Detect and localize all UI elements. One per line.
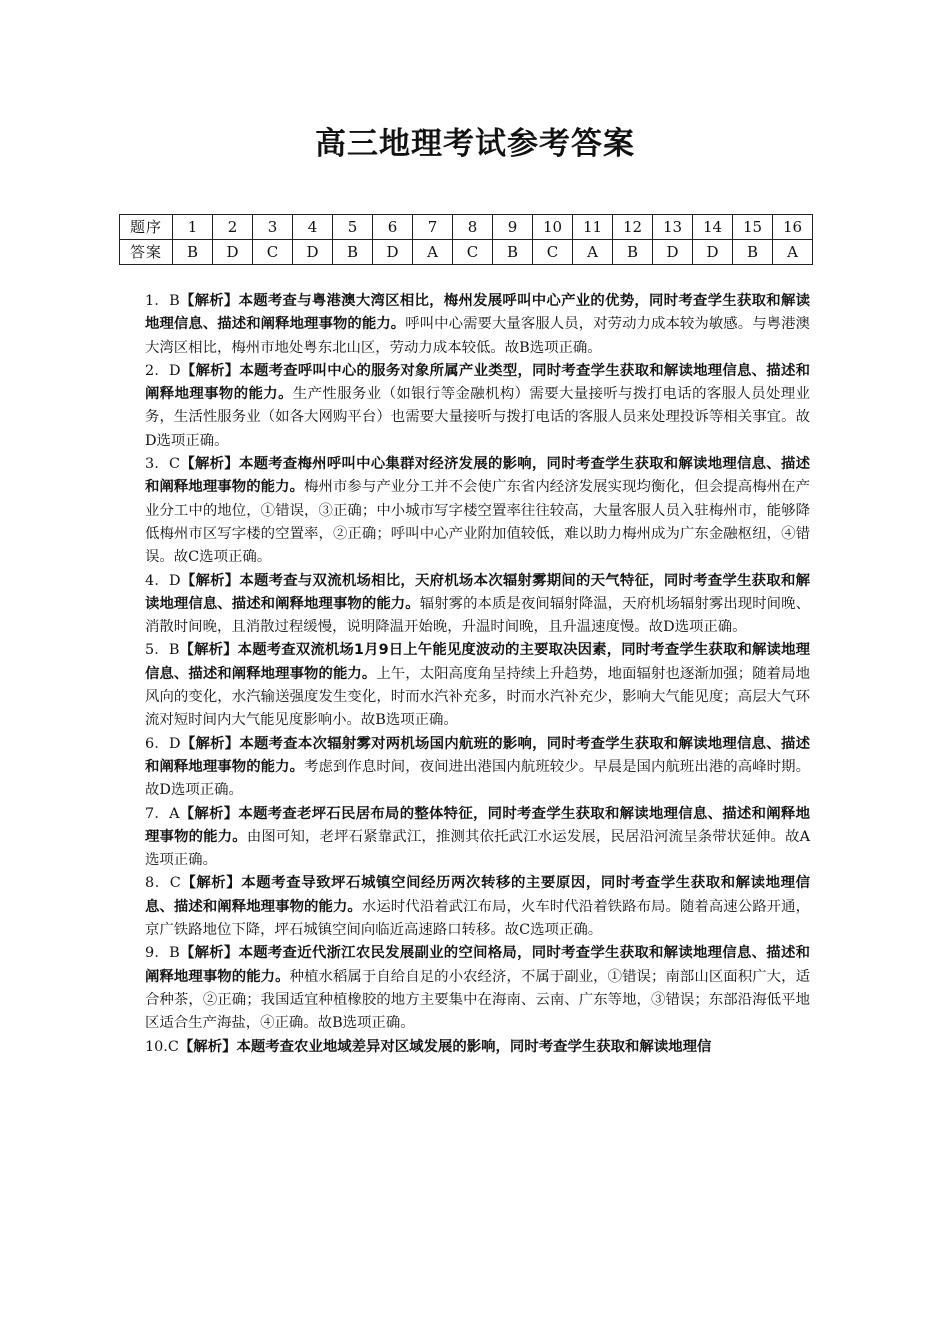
question-number: 5 (333, 215, 373, 240)
page-title: 高三地理考试参考答案 (315, 126, 635, 162)
answer-row (120, 240, 813, 265)
item-tag: 【解析】 (180, 362, 240, 379)
question-number: 16 (773, 215, 813, 240)
item-summary: 本题考查呼叫中心的服务对象所属产业类型，同时考查学生获取和解读地理信息、描述和阐释地理事物的能力。 (145, 362, 810, 403)
question-number: 11 (573, 215, 613, 240)
item-number: 1．B (145, 293, 180, 309)
item-summary: 本题考查梅州呼叫中心集群对经济发展的影响，同时考查学生获取和解读地理信息、描述和阐释地理事物的能力。 (145, 456, 810, 496)
item-number: 3．C (145, 456, 181, 473)
item-number: 4．D (145, 572, 181, 589)
item-number: 5．B (145, 642, 180, 659)
question-number: 14 (693, 215, 733, 240)
item-number: 9．B (145, 945, 180, 962)
item-summary: 本题考查农业地域差异对区域发展的影响，同时考查学生获取和解读地理信 (236, 1038, 712, 1055)
question-number: 7 (413, 215, 453, 240)
explanation-item (145, 803, 810, 873)
item-summary: 本题考查导致坪石城镇空间经历两次转移的主要原因，同时考查学生获取和解读地理信息、描述和阐释地理事物的能力。 (145, 875, 810, 915)
item-text: 考虑到作息时间，夜间进出港国内航班较少。早晨是国内航班出港的高峰时期。故D选项正确。 (145, 758, 810, 799)
answer-cell: C (533, 240, 573, 265)
answer-cell: B (173, 240, 213, 265)
question-number: 10 (533, 215, 573, 240)
answer-cell: A (773, 240, 813, 265)
answer-cell: D (293, 240, 333, 265)
answer-cell: D (693, 240, 733, 265)
explanation-item (145, 733, 810, 803)
item-summary: 本题考查老坪石民居布局的整体特征，同时考查学生获取和解读地理信息、描述和阐释地理事物的能力。 (145, 805, 810, 845)
explanation-item (145, 360, 810, 453)
item-summary: 本题考查本次辐射雾对两机场国内航班的影响，同时考查学生获取和解读地理信息、描述和阐释地理事物的能力。 (145, 735, 810, 775)
answer-cell: C (253, 240, 293, 265)
item-text: 呼叫中心需要大量客服人员，对劳动力成本较为敏感。与粤港澳大湾区相比，梅州市地处粤东北山区，劳动力成本较低。故B选项正确。 (145, 316, 810, 356)
explanation-item (145, 639, 810, 732)
answer-cell: A (413, 240, 453, 265)
item-text: 梅州市参与产业分工并不会使广东省内经济发展实现均衡化，但会提高梅州在产业分工中的地位，①错误，③正确；中小城市写字楼空置率往往较高，大量客服人员入驻梅州市，能够降低梅州市区写字楼的空置率，②正确；呼叫中心产业附加值较低，难以助力梅州成为广东金融枢纽，④错误。故C选项正确。 (145, 479, 810, 566)
item-tag: 【解析】 (179, 805, 239, 822)
explanation-item (145, 1036, 810, 1059)
answer-cell: B (613, 240, 653, 265)
item-number: 6．D (145, 735, 181, 752)
explanation-item (145, 942, 810, 1035)
question-number: 4 (293, 215, 333, 240)
item-text: 种植水稻属于自给自足的小农经济，不属于副业，①错误；南部山区面积广大，适合种茶，②正确；我国适宜种植橡胶的地方主要集中在海南、云南、广东等地，③错误；东部沿海低平地区适合生产海盐，④正确。故B选项正确。 (145, 968, 810, 1032)
item-tag: 【解析】 (179, 642, 238, 659)
row-label: 题序 (120, 215, 173, 240)
answer-cell: C (453, 240, 493, 265)
question-number: 1 (173, 215, 213, 240)
item-text: 上午，太阳高度角呈持续上升趋势，地面辐射也逐渐加强；随着局地风向的变化，水汽输送强度发生变化，时而水汽补充多，时而水汽补充少，影响大气能见度；高层大气环流对短时间内大气能见度影响小。故B选项正确。 (145, 665, 810, 729)
question-number: 3 (253, 215, 293, 240)
item-summary: 本题考查与双流机场相比，天府机场本次辐射雾期间的天气特征，同时考查学生获取和解读地理信息、描述和阐释地理事物的能力。 (145, 572, 810, 612)
answer-cell: D (213, 240, 253, 265)
question-number: 6 (373, 215, 413, 240)
item-tag: 【解析】 (178, 1038, 237, 1055)
answer-cell: A (573, 240, 613, 265)
item-tag: 【解析】 (179, 293, 239, 309)
question-number: 2 (213, 215, 253, 240)
item-tag: 【解析】 (179, 945, 239, 962)
item-summary: 本题考查近代浙江农民发展副业的空间格局，同时考查学生获取和解读地理信息、描述和阐释地理事物的能力。 (145, 945, 810, 985)
question-number: 15 (733, 215, 773, 240)
explanation-item (145, 872, 810, 942)
question-number: 13 (653, 215, 693, 240)
explanation-item (145, 453, 810, 569)
answer-table (119, 214, 813, 265)
item-text: 生产性服务业（如银行等金融机构）需要大量接听与拨打电话的客服人员处理业务，生活性服务业（如各大网购平台）也需要大量接听与拨打电话的客服人员来处理投诉等相关事宜。故D选项正确。 (145, 386, 810, 449)
answer-cell: B (733, 240, 773, 265)
item-tag: 【解析】 (180, 735, 240, 752)
item-tag: 【解析】 (180, 875, 242, 892)
item-tag: 【解析】 (180, 456, 239, 473)
explanation-item (145, 290, 810, 360)
item-number: 8．C (145, 875, 181, 892)
answer-cell: B (333, 240, 373, 265)
question-number: 12 (613, 215, 653, 240)
answer-cell: D (373, 240, 413, 265)
item-number: 7．A (145, 805, 180, 822)
row-label: 答案 (120, 240, 173, 265)
item-text: 辐射雾的本质是夜间辐射降温，天府机场辐射雾出现时间晚、消散时间晚，且消散过程缓慢，说明降温开始晚，升温时间晚，且升温速度慢。故D选项正确。 (145, 595, 810, 636)
question-number: 8 (453, 215, 493, 240)
question-number: 9 (493, 215, 533, 240)
item-text: 水运时代沿着武江布局，火车时代沿着铁路布局。随着高速公路开通，京广铁路地位下降，坪石城镇空间向临近高速路口转移。故C选项正确。 (145, 898, 810, 939)
question-number-row (120, 215, 813, 240)
explanations (145, 290, 810, 1059)
explanation-item (145, 570, 810, 640)
answer-cell: D (653, 240, 693, 265)
item-summary: 本题考查双流机场1月9日上午能见度波动的主要取决因素，同时考查学生获取和解读地理信息、描述和阐释地理事物的能力。 (145, 642, 810, 682)
item-number: 2．D (145, 362, 181, 379)
answer-cell: B (493, 240, 533, 265)
item-number: 10.C (145, 1038, 179, 1055)
item-tag: 【解析】 (180, 572, 240, 589)
item-summary: 本题考查与粤港澳大湾区相比，梅州发展呼叫中心产业的优势，同时考查学生获取和解读地理信息、描述和阐释地理事物的能力。 (145, 293, 810, 333)
item-text: 由图可知，老坪石紧靠武江，推测其依托武江水运发展，民居沿河流呈条带状延伸。故A选项正确。 (145, 828, 810, 869)
